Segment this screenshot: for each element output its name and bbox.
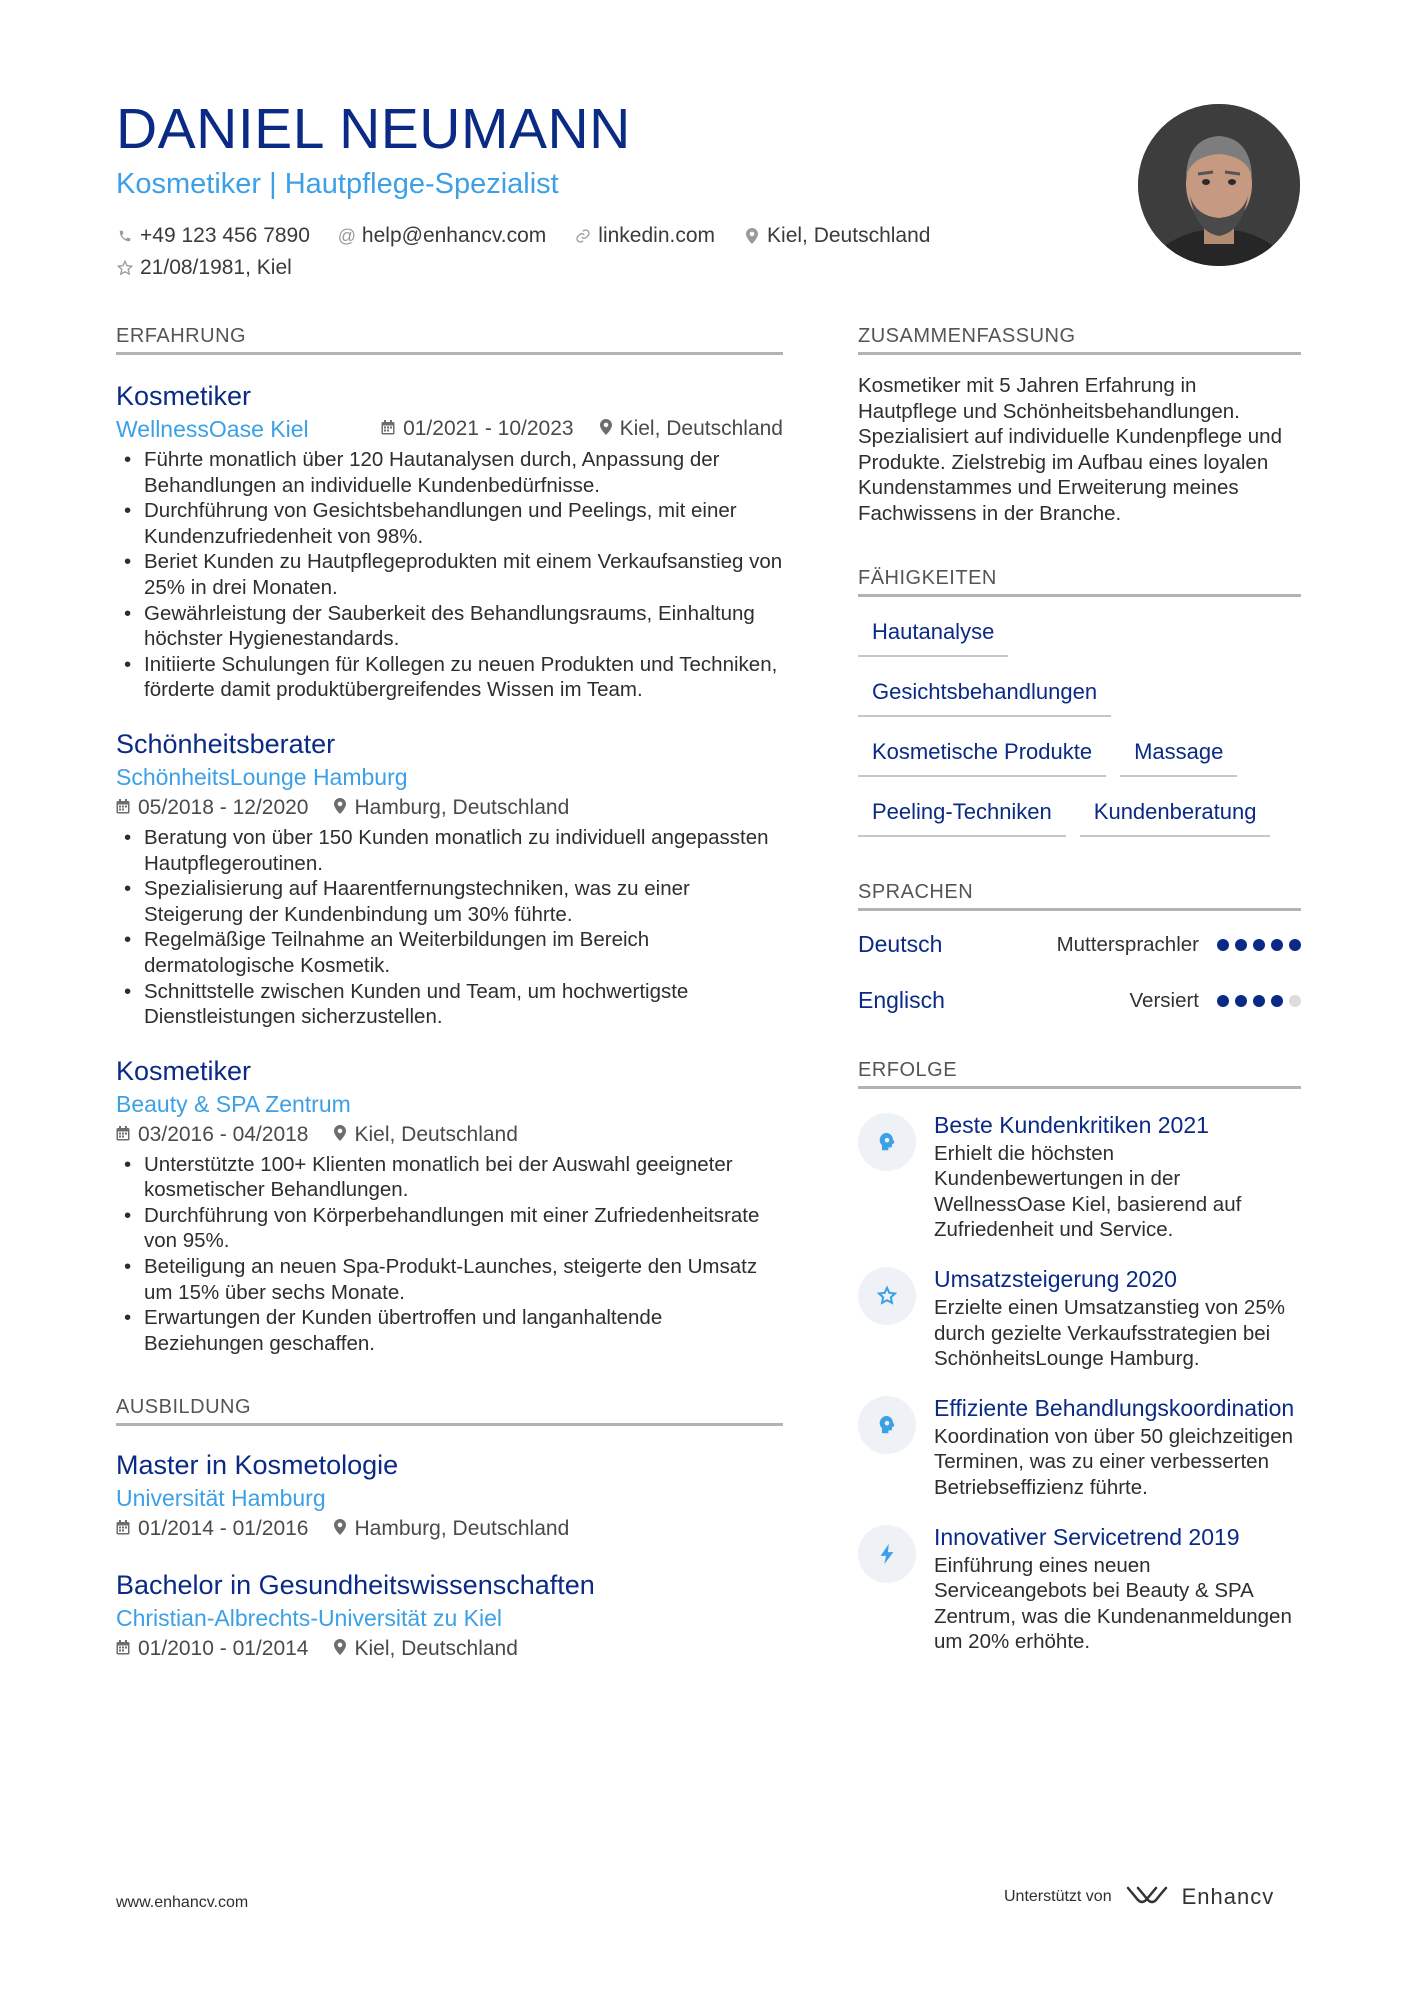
bullet-item: • Regelmäßige Teilnahme an Weiterbildungen im Bereich dermatologische Kosmetik. bbox=[116, 927, 783, 978]
achievement-desc: Einführung eines neuen Serviceangebots bei Beauty & SPA Zentrum, was die Kundenanmeldungen um 20% erhöhte. bbox=[934, 1553, 1292, 1654]
skill-tag: Peeling-Techniken bbox=[858, 791, 1066, 837]
bullet-item: • Beratung von über 150 Kunden monatlich zu individuell angepassten Hautpflegeroutinen. bbox=[116, 825, 783, 876]
job-location-text: Hamburg, Deutschland bbox=[354, 795, 570, 819]
section-title-education: AUSBILDUNG bbox=[116, 1396, 783, 1426]
footer-branding bbox=[1004, 1882, 1274, 1911]
achievement-title: Innovativer Servicetrend 2019 bbox=[934, 1523, 1240, 1550]
degree-title: Bachelor in Gesundheitswissenschaften bbox=[116, 1570, 595, 1601]
school-name: Universität Hamburg bbox=[116, 1485, 326, 1512]
edu-dates-text: 01/2010 - 01/2014 bbox=[138, 1637, 309, 1661]
job-entry bbox=[116, 379, 783, 703]
company-name: SchönheitsLounge Hamburg bbox=[116, 763, 408, 790]
skill-tag: Kundenberatung bbox=[1080, 791, 1271, 837]
edu-location bbox=[334, 1634, 517, 1664]
language-level: Versiert bbox=[1129, 988, 1199, 1012]
candidate-name: DANIEL NEUMANN bbox=[116, 97, 631, 161]
language-name: Englisch bbox=[858, 987, 945, 1014]
job-title: Kosmetiker bbox=[116, 1055, 252, 1086]
phone-icon bbox=[116, 227, 134, 245]
job-dates-text: 01/2021 - 10/2023 bbox=[403, 417, 574, 440]
calendar-icon bbox=[116, 1514, 130, 1544]
contact-email[interactable] bbox=[338, 220, 546, 252]
skills-list bbox=[858, 611, 1301, 837]
achievement-desc: Erhielt die höchsten Kundenbewertungen in der WellnessOase Kiel, basierend auf Zufriedenheit und Service. bbox=[934, 1141, 1242, 1242]
section-title-summary: ZUSAMMENFASSUNG bbox=[858, 325, 1301, 355]
job-dates-text: 05/2018 - 12/2020 bbox=[138, 795, 309, 819]
job-entry bbox=[116, 727, 783, 1030]
achievement-desc: Erzielte einen Umsatzanstieg von 25% durch gezielte Verkaufsstrategien bei SchönheitsLounge Hamburg. bbox=[934, 1295, 1285, 1371]
location-pin-icon bbox=[743, 227, 761, 245]
at-icon: @ bbox=[337, 226, 357, 246]
rating-dot-filled bbox=[1235, 939, 1247, 951]
lightbulb-head-icon bbox=[858, 1113, 916, 1171]
rating-dot-filled bbox=[1253, 939, 1265, 951]
contact-location bbox=[743, 220, 930, 252]
degree-title: Master in Kosmetologie bbox=[116, 1450, 399, 1481]
achievement-item bbox=[858, 1111, 1301, 1243]
contact-linkedin[interactable] bbox=[574, 220, 715, 252]
contact-info bbox=[116, 220, 1116, 284]
section-title-experience: ERFAHRUNG bbox=[116, 325, 783, 355]
edu-location-text: Kiel, Deutschland bbox=[354, 1637, 518, 1661]
link-icon bbox=[574, 227, 592, 245]
language-rating bbox=[1217, 939, 1301, 951]
bullet-item: • Beriet Kunden zu Hautpflegeprodukten mit einem Verkaufsanstieg von 25% in drei Monaten. bbox=[116, 549, 783, 600]
job-bullets bbox=[116, 1152, 783, 1357]
phone-text: +49 123 456 7890 bbox=[140, 224, 310, 247]
job-entry bbox=[116, 1054, 783, 1357]
job-bullets bbox=[116, 447, 783, 703]
language-row bbox=[858, 973, 1301, 1029]
bullet-item: • Spezialisierung auf Haarentfernungstechniken, was zu einer Steigerung der Kundenbindung um 30% führte. bbox=[116, 876, 783, 927]
powered-by-text: Unterstützt von bbox=[1004, 1887, 1112, 1905]
achievement-title: Effiziente Behandlungskoordination bbox=[934, 1394, 1295, 1421]
job-title: Kosmetiker bbox=[116, 381, 252, 411]
achievement-item bbox=[858, 1265, 1301, 1372]
lightning-icon bbox=[858, 1525, 916, 1583]
rating-dot-filled bbox=[1253, 995, 1265, 1007]
school-name: Christian-Albrechts-Universität zu Kiel bbox=[116, 1605, 503, 1632]
bullet-item: • Gewährleistung der Sauberkeit des Behandlungsraums, Einhaltung höchster Hygienestandards. bbox=[116, 601, 783, 652]
summary-text: Kosmetiker mit 5 Jahren Erfahrung in Hautpflege und Schönheitsbehandlungen. Spezialisiert auf individuelle Kundenpflege und Produkte. Zielstrebig im Aufbau eines loyalen Kundenstammes und Erweiterung meines Fachwissens in der Branche. bbox=[858, 374, 1282, 525]
section-title-skills: FÄHIGKEITEN bbox=[858, 567, 1301, 597]
candidate-title: Kosmetiker | Hautpflege-Spezialist bbox=[116, 168, 559, 200]
company-name: WellnessOase Kiel bbox=[116, 416, 309, 442]
job-dates-text: 03/2016 - 04/2018 bbox=[138, 1122, 309, 1146]
job-location bbox=[334, 1120, 517, 1150]
job-title: Schönheitsberater bbox=[116, 728, 336, 759]
birth-text: 21/08/1981, Kiel bbox=[140, 256, 292, 279]
calendar-icon bbox=[116, 1120, 130, 1150]
job-location-text: Kiel, Deutschland bbox=[354, 1122, 518, 1146]
calendar-icon bbox=[116, 793, 130, 823]
skill-tag: Hautanalyse bbox=[858, 611, 1008, 657]
job-dates bbox=[116, 1120, 308, 1150]
location-pin-icon bbox=[334, 1514, 346, 1544]
bullet-item: • Beteiligung an neuen Spa-Produkt-Launches, steigerte den Umsatz um 15% über sechs Monate. bbox=[116, 1254, 783, 1305]
rating-dot-filled bbox=[1289, 939, 1301, 951]
company-name: Beauty & SPA Zentrum bbox=[116, 1090, 351, 1117]
achievement-item bbox=[858, 1523, 1301, 1655]
rating-dot-filled bbox=[1217, 995, 1229, 1007]
edu-location bbox=[334, 1514, 569, 1544]
contact-birth bbox=[116, 252, 292, 284]
star-icon bbox=[858, 1267, 916, 1325]
section-title-achievements: ERFOLGE bbox=[858, 1059, 1301, 1089]
calendar-icon bbox=[381, 414, 395, 444]
location-pin-icon bbox=[334, 1120, 346, 1150]
rating-dot-filled bbox=[1271, 995, 1283, 1007]
rating-dot-filled bbox=[1217, 939, 1229, 951]
skill-tag: Gesichtsbehandlungen bbox=[858, 671, 1111, 717]
education-entry bbox=[116, 1568, 783, 1664]
left-column bbox=[116, 325, 783, 1664]
header bbox=[116, 96, 1116, 284]
education-entry bbox=[116, 1448, 783, 1544]
bullet-item: • Durchführung von Körperbehandlungen mit einer Zufriedenheitsrate von 95%. bbox=[116, 1203, 783, 1254]
achievement-title: Umsatzsteigerung 2020 bbox=[934, 1265, 1177, 1292]
lightbulb-head-icon bbox=[858, 1396, 916, 1454]
bullet-item: • Initiierte Schulungen für Kollegen zu neuen Produkten und Techniken, förderte damit produktübergreifendes Wissen im Team. bbox=[116, 652, 783, 703]
right-column bbox=[858, 325, 1301, 1655]
bullet-item: • Unterstützte 100+ Klienten monatlich bei der Auswahl geeigneter kosmetischer Behandlungen. bbox=[116, 1152, 783, 1203]
section-title-languages: SPRACHEN bbox=[858, 881, 1301, 911]
email-text[interactable]: help@enhancv.com bbox=[361, 224, 547, 247]
location-pin-icon bbox=[334, 1634, 346, 1664]
skill-tag: Kosmetische Produkte bbox=[858, 731, 1106, 777]
profile-photo bbox=[1138, 104, 1300, 266]
bullet-item: • Durchführung von Gesichtsbehandlungen und Peelings, mit einer Kundenzufriedenheit von 98%. bbox=[116, 498, 783, 549]
calendar-icon bbox=[116, 1634, 130, 1664]
edu-location-text: Hamburg, Deutschland bbox=[354, 1517, 570, 1541]
edu-dates bbox=[116, 1634, 308, 1664]
rating-dot-empty bbox=[1289, 995, 1301, 1007]
job-location-text: Kiel, Deutschland bbox=[619, 417, 783, 440]
language-level: Muttersprachler bbox=[1056, 932, 1199, 956]
job-location bbox=[334, 793, 569, 823]
achievement-title: Beste Kundenkritiken 2021 bbox=[934, 1111, 1209, 1138]
job-bullets bbox=[116, 825, 783, 1030]
job-dates bbox=[116, 793, 308, 823]
rating-dot-filled bbox=[1235, 995, 1247, 1007]
location-pin-icon bbox=[334, 793, 346, 823]
job-dates bbox=[381, 414, 573, 444]
achievement-desc: Koordination von über 50 gleichzeitigen Terminen, was zu einer verbesserten Betriebseffizienz führte. bbox=[934, 1424, 1294, 1499]
brand-name[interactable]: Enhancv bbox=[1181, 1883, 1275, 1909]
language-name: Deutsch bbox=[858, 931, 943, 958]
star-outline-icon bbox=[116, 259, 134, 277]
contact-phone bbox=[116, 220, 310, 252]
footer-website[interactable]: www.enhancv.com bbox=[116, 1894, 249, 1911]
job-location bbox=[600, 414, 783, 444]
bullet-item: • Führte monatlich über 120 Hautanalysen durch, Anpassung der Behandlungen an individuelle Kundenbedürfnisse. bbox=[116, 447, 783, 498]
edu-dates-text: 01/2014 - 01/2016 bbox=[138, 1517, 309, 1541]
rating-dot-filled bbox=[1271, 939, 1283, 951]
location-text: Kiel, Deutschland bbox=[767, 224, 931, 247]
language-row bbox=[858, 917, 1301, 973]
location-pin-icon bbox=[600, 414, 612, 444]
linkedin-text[interactable]: linkedin.com bbox=[598, 224, 716, 247]
bullet-item: • Schnittstelle zwischen Kunden und Team, um hochwertigste Dienstleistungen sicherzustellen. bbox=[116, 979, 783, 1030]
achievement-item bbox=[858, 1394, 1301, 1501]
language-rating bbox=[1217, 995, 1301, 1007]
enhancv-logo-icon bbox=[1124, 1882, 1170, 1911]
edu-dates bbox=[116, 1514, 308, 1544]
skill-tag: Massage bbox=[1120, 731, 1237, 777]
bullet-item: • Erwartungen der Kunden übertroffen und langanhaltende Beziehungen geschaffen. bbox=[116, 1305, 783, 1356]
